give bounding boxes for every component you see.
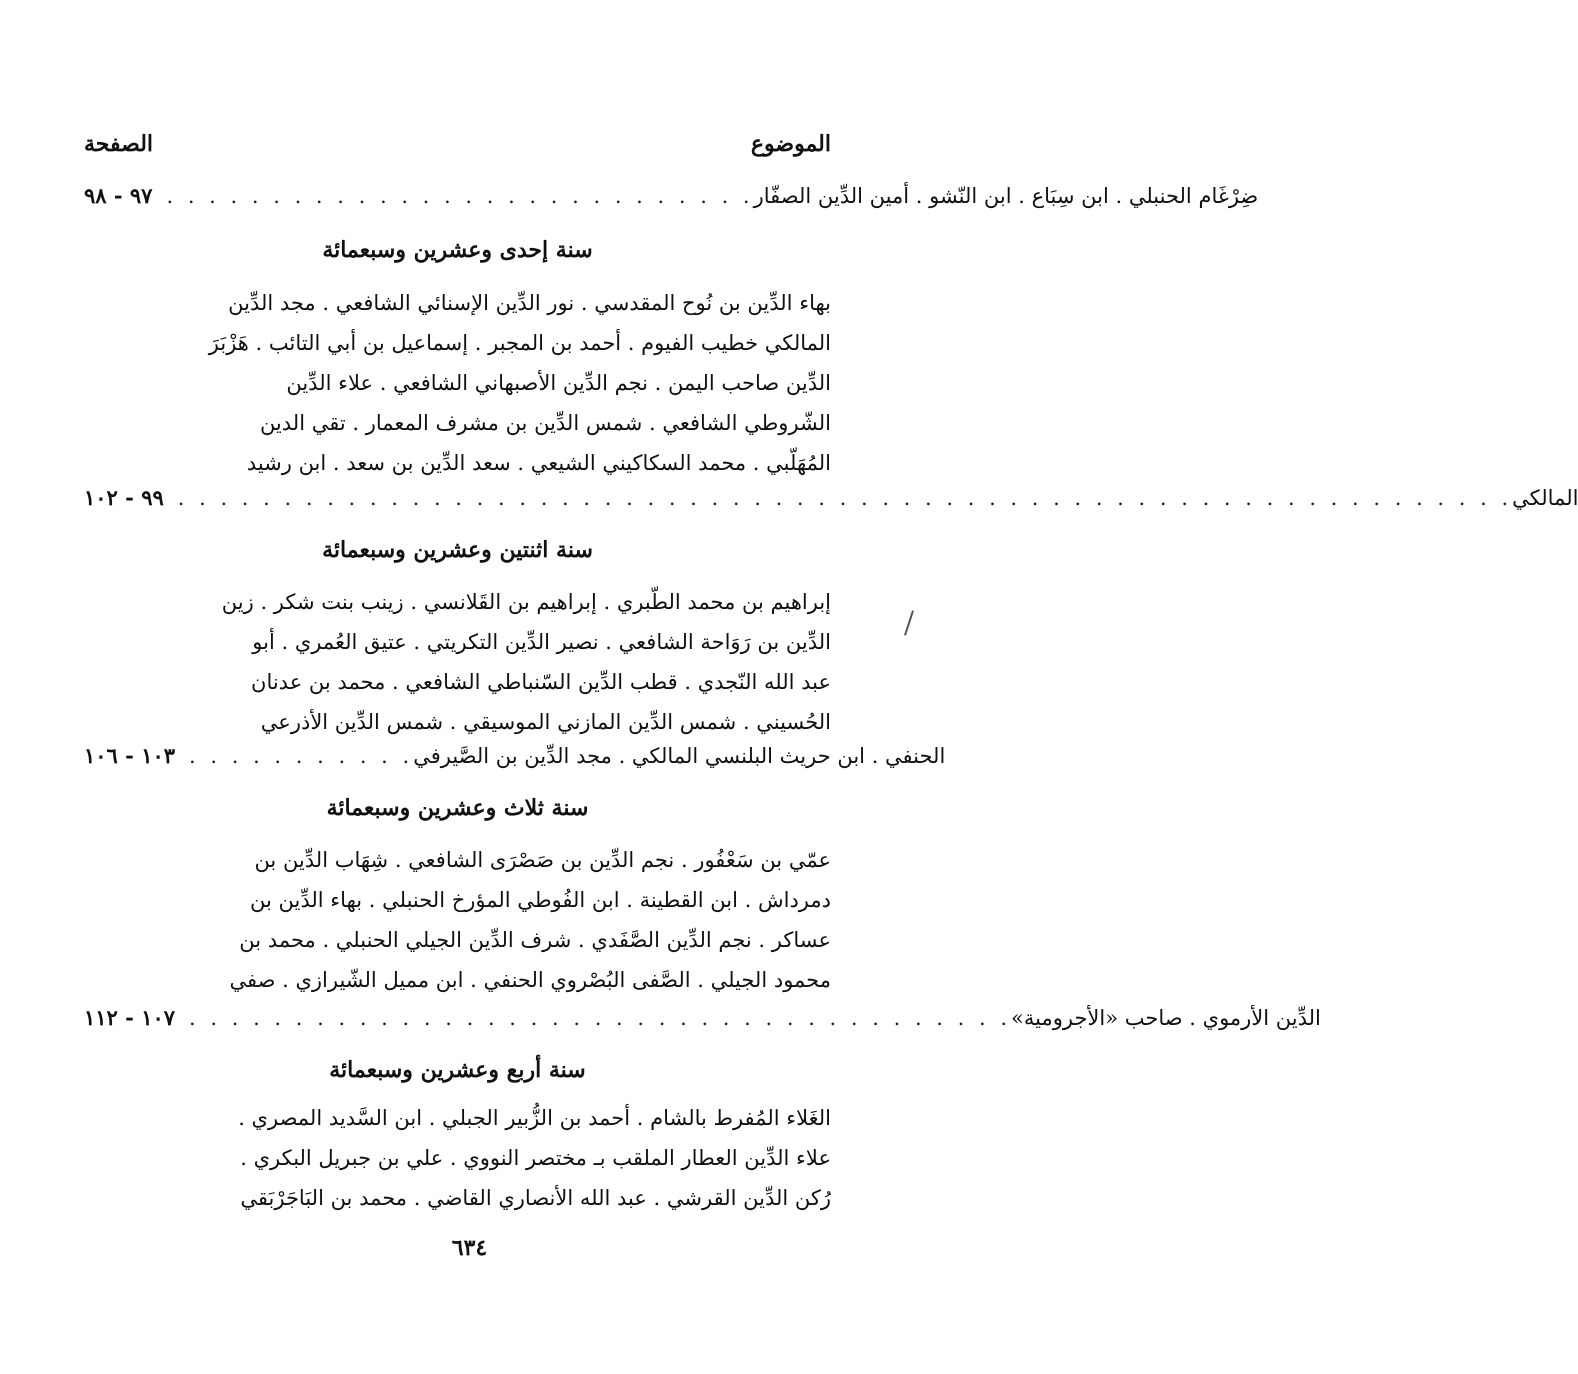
year-heading: سنة إحدى وعشرين وسبعمائة	[322, 237, 593, 263]
entry-pages: ١٠٣ - ١٠٦	[84, 743, 176, 768]
entry-text: الدِّين الأرموي . صاحب «الأجرومية»	[1011, 1006, 1321, 1030]
paragraph-line: المُهَلّبي . محمد السكاكيني الشيعي . سعد الدِّين بن سعد . ابن رشيد	[246, 451, 831, 475]
section-paragraph	[180, 840, 831, 1000]
index-entry	[84, 178, 1259, 214]
entry-text: ضِرْغَام الحنبلي . ابن سِبَاع . ابن النّشو . أمين الدِّين الصفّار	[753, 184, 1259, 208]
paragraph-line: المالكي خطيب الفيوم . أحمد بن المجبر . إسماعيل بن أبي التائب . هَزْبَرَ	[208, 331, 831, 355]
index-entry-last-line	[84, 1000, 1321, 1036]
leader-dots: . . . . . . . . . . .	[189, 744, 414, 768]
topic-column-heading: الموضوع	[750, 131, 831, 157]
paragraph-line: الدِّين بن رَوَاحة الشافعي . نصير الدِّين التكريتي . عتيق العُمري . أبو	[252, 630, 831, 654]
leader-dots: . . . . . . . . . . . . . . . . . . . . . . . . . . . . . . . . . . . . . . .	[189, 1006, 1012, 1030]
entry-text: الحنفي . ابن حريث البلنسي المالكي . مجد الدِّين بن الصَّيرفي	[413, 744, 946, 768]
paragraph-line: الحُسيني . شمس الدِّين المازني الموسيقي . شمس الدِّين الأذرعي	[260, 710, 831, 734]
paragraph-line: عبد الله النّجدي . قطب الدِّين السّنباطي الشافعي . محمد بن عدنان	[251, 670, 831, 694]
page-number: ٦٣٤	[451, 1235, 488, 1261]
entry-pages: ١٠٧ - ١١٢	[84, 1005, 176, 1030]
entry-pages: ٩٩ - ١٠٢	[84, 485, 164, 510]
margin-mark	[904, 610, 914, 635]
paragraph-line: بهاء الدِّين بن نُوح المقدسي . نور الدِّين الإسنائي الشافعي . مجد الدِّين	[228, 291, 831, 315]
page-column-heading: الصفحة	[84, 131, 154, 157]
section-paragraph	[180, 582, 831, 742]
leader-dots: . . . . . . . . . . . . . . . . . . . . . . . . . . . .	[166, 184, 754, 208]
paragraph-line: محمود الجيلي . الصَّفى البُصْروي الحنفي . ابن مميل الشّيرازي . صفي	[229, 968, 831, 992]
paragraph-line: عساكر . نجم الدِّين الصَّفَدي . شرف الدِّين الجيلي الحنبلي . محمد بن	[239, 928, 831, 952]
year-heading: سنة أربع وعشرين وسبعمائة	[329, 1057, 586, 1083]
year-heading: سنة ثلاث وعشرين وسبعمائة	[326, 795, 589, 821]
leader-dots: . . . . . . . . . . . . . . . . . . . . . . . . . . . . . . . . . . . . . . . . . . . . . . . . . . . . . . . . . . . . . . .	[177, 486, 1513, 510]
paragraph-line: إبراهيم بن محمد الطّبري . إبراهيم بن القَلانسي . زينب بنت شكر . زين	[221, 590, 831, 614]
paragraph-line: الشّروطي الشافعي . شمس الدِّين بن مشرف المعمار . تقي الدين	[259, 411, 831, 435]
section-paragraph	[180, 1098, 831, 1218]
page-header	[84, 124, 831, 164]
paragraph-line: دمرداش . ابن القطينة . ابن الفُوطي المؤرخ الحنبلي . بهاء الدِّين بن	[250, 888, 831, 912]
paragraph-line: الدِّين صاحب اليمن . نجم الدِّين الأصبهاني الشافعي . علاء الدِّين	[286, 371, 831, 395]
year-heading: سنة اثنتين وعشرين وسبعمائة	[322, 537, 593, 563]
index-entry-last-line	[84, 480, 1578, 516]
section-paragraph	[180, 283, 831, 483]
entry-text: المالكي	[1512, 486, 1578, 510]
paragraph-line: علاء الدِّين العطار الملقب بـ مختصر النووي . علي بن جبريل البكري .	[240, 1146, 831, 1170]
index-entry-last-line	[84, 738, 946, 774]
paragraph-line: الغَلاء المُفرط بالشام . أحمد بن الزُّبير الجبلي . ابن السَّديد المصري .	[238, 1106, 831, 1130]
entry-pages: ٩٧ - ٩٨	[84, 183, 153, 208]
paragraph-line: عمّي بن سَعْفُور . نجم الدِّين بن صَصْرَى الشافعي . شِهَاب الدِّين بن	[254, 848, 831, 872]
paragraph-line: رُكن الدِّين القرشي . عبد الله الأنصاري القاضي . محمد بن البَاجَرْبَقي	[240, 1186, 831, 1210]
